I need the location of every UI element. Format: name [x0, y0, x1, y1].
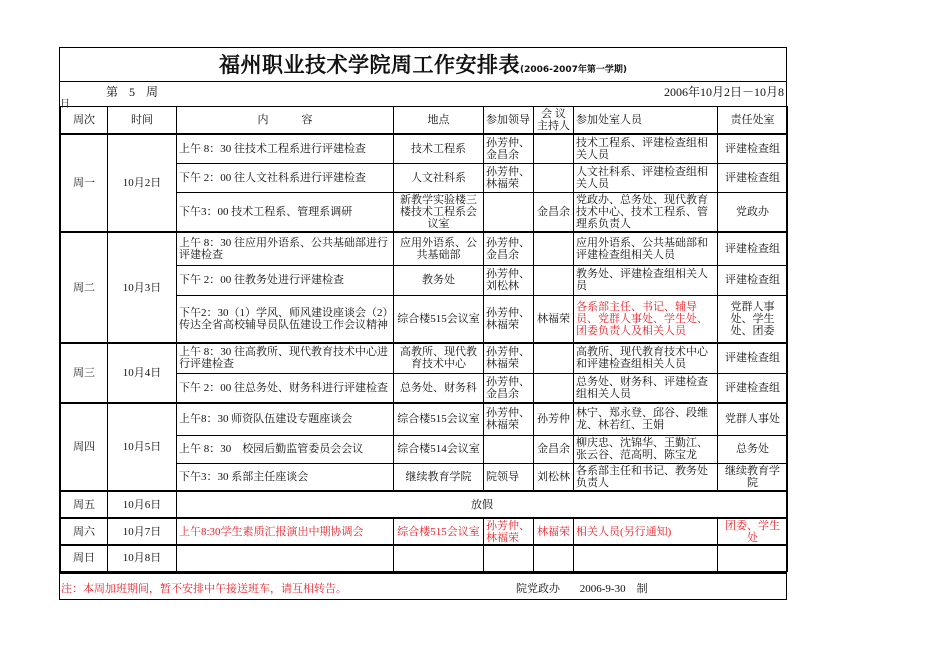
dept-cell: 团委、学生处 — [718, 518, 788, 545]
week-date-range-tail: 日 — [60, 99, 70, 110]
week-number: 第 5 周 — [106, 85, 159, 99]
table-row — [61, 134, 788, 163]
place-cell: 综合楼515会议室 — [394, 403, 484, 435]
dept-cell: 评建检查组 — [718, 343, 788, 373]
header-dept: 责任处室 — [718, 107, 788, 135]
attendees-cell: 技术工程系、评建检查组相关人员 — [574, 134, 718, 163]
header-leaders: 参加领导 — [484, 107, 534, 135]
attendees-cell: 林宁、郑永登、邱谷、段维龙、林若红、王娟 — [574, 403, 718, 435]
host-cell — [534, 343, 574, 373]
leaders-cell — [484, 545, 534, 571]
header-day: 周次 — [61, 107, 108, 135]
weekly-schedule-sheet — [59, 47, 787, 600]
place-cell: 高教所、现代教育技术中心 — [394, 343, 484, 373]
host-cell — [534, 265, 574, 295]
dept-cell: 总务处 — [718, 435, 788, 463]
host-cell: 金昌余 — [534, 435, 574, 463]
place-cell: 总务处、财务科 — [394, 373, 484, 403]
dept-cell: 党政办 — [718, 192, 788, 232]
leaders-cell: 孙芳仲、林福荣 — [484, 163, 534, 192]
dept-cell — [718, 545, 788, 571]
page-subtitle: (2006-2007年第一学期) — [519, 65, 628, 75]
content-cell — [177, 545, 394, 571]
content-cell: 上午 8：30 往技术工程系进行评建检查 — [177, 134, 394, 163]
title-row — [60, 48, 786, 82]
table-row — [61, 545, 788, 571]
dept-cell: 党群人事处、学生处、团委 — [718, 295, 788, 343]
leaders-cell: 孙芳仲、林福荣 — [484, 403, 534, 435]
dept-cell: 评建检查组 — [718, 265, 788, 295]
leaders-cell: 孙芳仲、林福荣 — [484, 518, 534, 545]
place-cell: 新教学实验楼三楼技术工程系会议室 — [394, 192, 484, 232]
day-cell: 周六 — [61, 518, 108, 545]
place-cell: 教务处 — [394, 265, 484, 295]
content-cell: 下午 2：00 往教务处进行评建检查 — [177, 265, 394, 295]
table-header-row — [61, 107, 788, 135]
attendees-cell: 总务处、财务科、评建检查组相关人员 — [574, 373, 718, 403]
place-cell: 应用外语系、公共基础部 — [394, 232, 484, 265]
header-host: 会 议 主持人 — [534, 107, 574, 135]
date-cell: 10月4日 — [108, 343, 177, 403]
place-cell — [394, 545, 484, 571]
attendees-cell: 相关人员(另行通知) — [574, 518, 718, 545]
content-cell: 上午 8：30 往应用外语系、公共基础部进行评建检查 — [177, 232, 394, 265]
attendees-cell: 党政办、总务处、现代教育技术中心、技术工程系、管理系负责人 — [574, 192, 718, 232]
attendees-cell: 柳庆忠、沈锦华、王勤江、张云谷、范高明、陈宝龙 — [574, 435, 718, 463]
holiday-cell: 放假 — [177, 491, 788, 518]
host-cell: 金昌余 — [534, 192, 574, 232]
content-cell: 上午8:30学生素质汇报演出中期协调会 — [177, 518, 394, 545]
header-attendees: 参加处室人员 — [574, 107, 718, 135]
table-row — [61, 232, 788, 265]
host-cell — [534, 163, 574, 192]
day-cell: 周一 — [61, 134, 108, 232]
date-cell: 10月3日 — [108, 232, 177, 343]
week-info-row — [60, 82, 786, 110]
content-cell: 下午3：00 技术工程系、管理系调研 — [177, 192, 394, 232]
dept-cell: 评建检查组 — [718, 134, 788, 163]
header-place: 地点 — [394, 107, 484, 135]
attendees-cell: 各系部主任、书记、辅导员、党群人事处、学生处、团委负责人及相关人员 — [574, 295, 718, 343]
content-cell: 上午 8：30 往高教所、现代教育技术中心进行评建检查 — [177, 343, 394, 373]
leaders-cell: 孙芳仲、林福荣 — [484, 295, 534, 343]
dept-cell: 评建检查组 — [718, 232, 788, 265]
schedule-table — [60, 106, 788, 572]
day-cell: 周四 — [61, 403, 108, 491]
table-row — [61, 403, 788, 435]
date-cell: 10月7日 — [108, 518, 177, 545]
leaders-cell: 孙芳仲、刘松林 — [484, 265, 534, 295]
date-cell: 10月2日 — [108, 134, 177, 232]
attendees-cell: 应用外语系、公共基础部和评建检查组相关人员 — [574, 232, 718, 265]
host-cell: 林福荣 — [534, 295, 574, 343]
leaders-cell: 孙芳仲、金昌余 — [484, 373, 534, 403]
host-cell — [534, 134, 574, 163]
attendees-cell — [574, 545, 718, 571]
attendees-cell: 各系部主任和书记、教务处负责人 — [574, 463, 718, 491]
leaders-cell — [484, 435, 534, 463]
dept-cell: 评建检查组 — [718, 373, 788, 403]
leaders-cell: 孙芳仲、林福荣 — [484, 343, 534, 373]
place-cell: 人文社科系 — [394, 163, 484, 192]
date-cell: 10月6日 — [108, 491, 177, 518]
date-cell: 10月8日 — [108, 545, 177, 571]
content-cell: 下午 2：00 往人文社科系进行评建检查 — [177, 163, 394, 192]
content-cell: 下午2：30（1）学风、师风建设座谈会（2）传达全省高校辅导员队伍建设工作会议精神 — [177, 295, 394, 343]
leaders-cell: 孙芳仲、金昌余 — [484, 232, 534, 265]
host-cell — [534, 373, 574, 403]
footer-signature: 院党政办 2006-9-30 制 — [516, 582, 648, 595]
place-cell: 综合楼515会议室 — [394, 295, 484, 343]
dept-cell: 继续教育学院 — [718, 463, 788, 491]
header-date: 时间 — [108, 107, 177, 135]
leaders-cell — [484, 192, 534, 232]
attendees-cell: 高教所、现代教育技术中心和评建检查组相关人员 — [574, 343, 718, 373]
content-cell: 下午3：30 系部主任座谈会 — [177, 463, 394, 491]
dept-cell: 党群人事处 — [718, 403, 788, 435]
table-row — [61, 491, 788, 518]
attendees-cell: 人文社科系、评建检查组相关人员 — [574, 163, 718, 192]
day-cell: 周五 — [61, 491, 108, 518]
place-cell: 综合楼514会议室 — [394, 435, 484, 463]
attendees-cell: 教务处、评建检查组相关人员 — [574, 265, 718, 295]
week-date-range: 2006年10月2日－10月8 — [663, 85, 784, 99]
content-cell: 上午8：30 师资队伍建设专题座谈会 — [177, 403, 394, 435]
content-cell: 上午 8：30 校园后勤监管委员会会议 — [177, 435, 394, 463]
page-title: 福州职业技术学院周工作安排表 — [218, 53, 520, 77]
host-cell: 林福荣 — [534, 518, 574, 545]
table-row — [61, 518, 788, 545]
host-cell: 孙芳仲 — [534, 403, 574, 435]
footer-row — [60, 572, 786, 599]
day-cell: 周三 — [61, 343, 108, 403]
host-cell — [534, 232, 574, 265]
host-cell — [534, 545, 574, 571]
place-cell: 技术工程系 — [394, 134, 484, 163]
dept-cell: 评建检查组 — [718, 163, 788, 192]
header-content: 内 容 — [177, 107, 394, 135]
leaders-cell: 孙芳仲、金昌余 — [484, 134, 534, 163]
host-cell: 刘松林 — [534, 463, 574, 491]
day-cell: 周日 — [61, 545, 108, 571]
footer-note: 注：本周加班期间，暂不安排中午接送班车，请互相转告。 — [61, 582, 347, 595]
leaders-cell: 院领导 — [484, 463, 534, 491]
place-cell: 综合楼515会议室 — [394, 518, 484, 545]
table-row — [61, 343, 788, 373]
day-cell: 周二 — [61, 232, 108, 343]
place-cell: 继续教育学院 — [394, 463, 484, 491]
content-cell: 下午 2：00 往总务处、财务科进行评建检查 — [177, 373, 394, 403]
date-cell: 10月5日 — [108, 403, 177, 491]
